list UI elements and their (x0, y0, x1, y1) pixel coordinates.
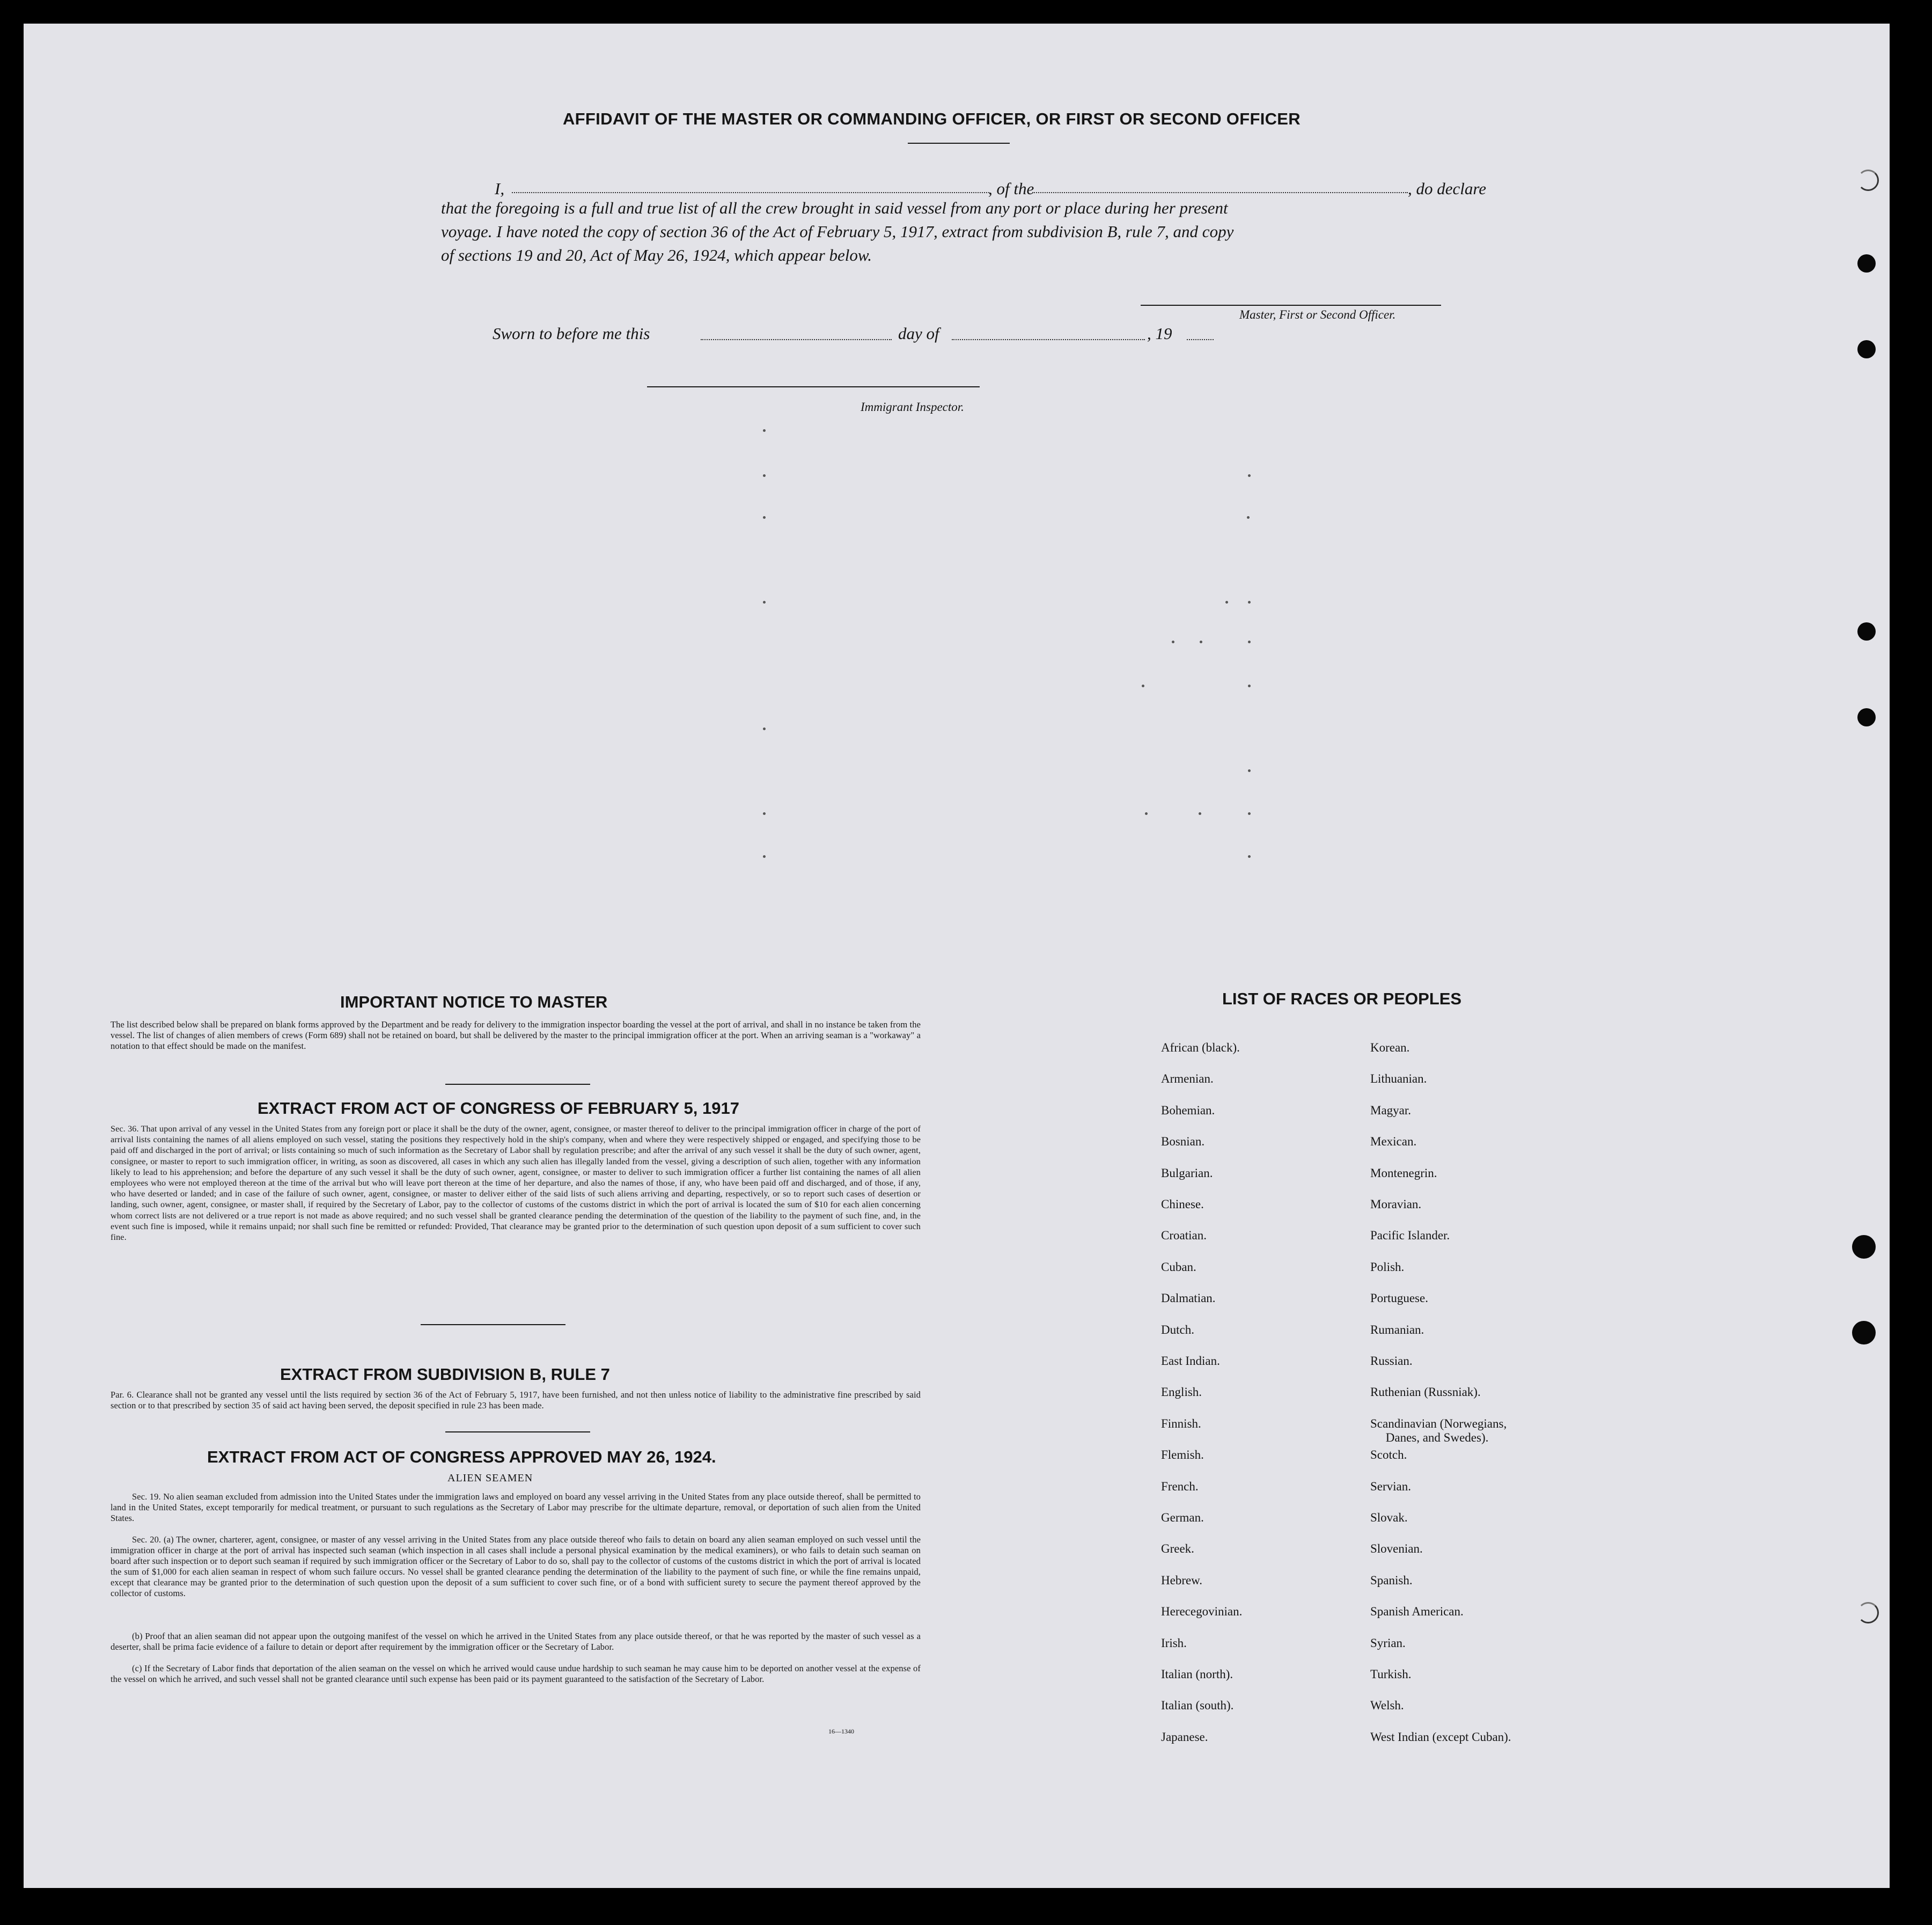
race-item: Dalmatian. (1161, 1291, 1216, 1305)
affidavit-line2: that the foregoing is a full and true list of all the crew brought in said vessel from any port or place during her present (441, 199, 1228, 217)
race-item: Portuguese. (1370, 1291, 1428, 1305)
race-item: Turkish. (1370, 1667, 1412, 1681)
race-item: Ruthenian (Russniak). (1370, 1385, 1481, 1399)
race-item: Japanese. (1161, 1730, 1208, 1744)
affidavit-line3: voyage. I have noted the copy of section 36 of the Act of February 5, 1917, extract from subdivision B, rule 7, and copy (441, 222, 1234, 241)
race-item: Magyar. (1370, 1103, 1412, 1117)
speck (1248, 855, 1251, 858)
divider (445, 1084, 590, 1085)
race-item: Italian (north). (1161, 1667, 1233, 1681)
affidavit-line1-prefix: I, (495, 179, 505, 198)
extract-rule7-body: Par. 6. Clearance shall not be granted any vessel until the lists required by section 36 of the Act of February 5, 1917, have been furnished, and not then unless notice of liability to the administrative fine prescribed by said section or to that prescribed by section 35 of said act having been served, the deposit specified in rule 23 has been made. (111, 1390, 921, 1410)
race-item: Scandinavian (Norwegians, Danes, and Swedes). (1370, 1416, 1507, 1444)
divider (445, 1431, 590, 1432)
signature-line (1141, 305, 1441, 306)
race-item: Korean. (1370, 1041, 1410, 1054)
speck (1248, 474, 1251, 477)
speck (1200, 641, 1202, 643)
form-number: 16—1340 (828, 1728, 854, 1735)
sworn-year-blank (1187, 339, 1214, 340)
race-item: Finnish. (1161, 1416, 1201, 1430)
race-item: Polish. (1370, 1260, 1405, 1274)
speck (1172, 641, 1174, 643)
race-item: Italian (south). (1161, 1699, 1234, 1713)
race-item: Hebrew. (1161, 1573, 1203, 1587)
race-item: African (black). (1161, 1041, 1240, 1054)
speck (1225, 601, 1228, 604)
speck (1248, 601, 1251, 604)
inspector-line (647, 386, 980, 387)
speck (763, 728, 766, 730)
divider (421, 1324, 565, 1325)
race-item: Scotch. (1370, 1448, 1407, 1462)
document-sheet (24, 24, 1890, 1888)
speck (1145, 812, 1148, 815)
race-item: West Indian (except Cuban). (1370, 1730, 1511, 1744)
binder-hole (1857, 622, 1876, 641)
race-item: French. (1161, 1479, 1199, 1493)
race-item: Bohemian. (1161, 1103, 1215, 1117)
section-20a: Sec. 20. (a) The owner, charterer, agent, consignee, or master of any vessel arriving in the United States from any place outside thereof who fails to detain on board any alien seaman employed on such vessel until the immigration officer in charge at the port of arrival has inspected such seaman (which inspection in all cases shall include a personal physical examination by the medical examiners), or who fails to detain such seaman on board after such inspection or to deport such seaman if required by such immigration officer or the Secretary of Labor to do so, shall pay to the collector of customs of the customs district in which the port of arrival is located the sum of $1,000 for each alien seaman in respect of whom such failure occurs. No vessel shall be granted clearance pending the determination of the liability to the payment of such fine, or while the fine remains unpaid, except that clearance may be granted prior to the determination of such question upon the deposit of a sum sufficient to cover such fine, or of a bond with sufficient surety to secure the payment thereof approved by the collector of customs. (111, 1534, 921, 1598)
race-item: Chinese. (1161, 1197, 1204, 1211)
race-item: Spanish American. (1370, 1605, 1464, 1619)
race-item: Mexican. (1370, 1135, 1417, 1149)
binder-hole (1857, 340, 1876, 358)
race-item: East Indian. (1161, 1354, 1220, 1368)
race-item: Bosnian. (1161, 1135, 1205, 1149)
race-item: English. (1161, 1385, 1202, 1399)
race-item: Cuban. (1161, 1260, 1196, 1274)
extract-rule7-title: EXTRACT FROM SUBDIVISION B, RULE 7 (280, 1365, 610, 1384)
speck (1142, 685, 1144, 687)
notice-body: The list described below shall be prepared on blank forms approved by the Department and be ready for delivery to the immigration inspector boarding the vessel at the port of arrival, and shall in no instance be taken from the vessel. The list of changes of alien members of crews (Form 689) shall not be retained on board, but shall be delivered by the master to the principal immigration officer at the port. When an arriving seaman is a "workaway" a notation to that effect should be made on the manifest. (111, 1019, 921, 1051)
extract-1924-title: EXTRACT FROM ACT OF CONGRESS APPROVED MAY 26, 1924. (207, 1448, 716, 1466)
sworn-day: day of (898, 324, 939, 343)
race-item: Montenegrin. (1370, 1166, 1437, 1180)
name-blank (512, 192, 989, 193)
binder-hole (1852, 1235, 1876, 1259)
speck (1248, 769, 1251, 772)
race-item: Flemish. (1161, 1448, 1204, 1462)
binder-hole (1852, 1321, 1876, 1344)
race-item: Bulgarian. (1161, 1166, 1213, 1180)
affidavit-line1-mid: , of the (988, 179, 1034, 198)
extract-1917-body: Sec. 36. That upon arrival of any vessel in the United States from any foreign port or place it shall be the duty of the owner, agent, consignee, or master thereof to deliver to the principal immigration officer in charge of the port of arrival lists containing the names of all aliens employed on such vessel, stating the positions they respectively hold in the ship's company, when and where they were respectively shipped or engaged, and specifying those to be paid off and discharged in the port of arrival; or lists containing so much of such information as the Secretary of Labor shall by regulation prescribe; and after the arrival of any such vessel it shall be the duty of such owner, agent, consignee, or master to report to such immigration officer, in writing, as soon as discovered, all cases in which any such alien has illegally landed from the vessel, giving a description of such alien, together with any information likely to lead to his apprehension; and before the departure of any such vessel it shall be the duty of such owner, agent, consignee, or master to deliver to such immigration officer a further list containing the names of all alien employees who were not employed thereon at the time of the arrival but who will leave port thereon at the time of her departure, and also the names of those, if any, who have been paid off and discharged, and of those, if any, who have deserted or landed; and in case of the failure of such owner, agent, consignee, or master to deliver either of the said lists of such aliens arriving and departing, respectively, or so to report such cases of desertion or landing, such owner, agent, consignee, or master shall, if required by the Secretary of Labor, pay to the collector of customs of the customs district in which the port of arrival is located the sum of $10 for each alien concerning whom correct lists are not delivered or a true report is not made as above required; and no such vessel shall be granted clearance pending the determination of the question of the liability to the payment of such fine, and, in the event such fine is imposed, while it remains unpaid; nor shall such fine be remitted or refunded: Provided, That clearance may be granted prior to the determination of such question upon deposit of a sum sufficient to cover such fine. (111, 1124, 921, 1243)
alien-seamen-subtitle: ALIEN SEAMEN (447, 1472, 533, 1484)
speck (1248, 641, 1251, 643)
sworn-month-blank (952, 339, 1145, 340)
speck (763, 516, 766, 519)
section-20b: (b) Proof that an alien seaman did not appear upon the outgoing manifest of the vessel on which he arrived in the United States from any place outside thereof, or that he was reported by the master of such vessel as a deserter, shall be prima facie evidence of a failure to detain or deport after requirement by the immigration officer or the Secretary of Labor. (111, 1631, 921, 1652)
binder-hole (1857, 170, 1879, 191)
section-19: Sec. 19. No alien seaman excluded from admission into the United States under the immigration laws and employed on board any vessel arriving in the United States from any place outside thereof, shall be permitted to land in the United States, except temporarily for medical treatment, or pursuant to such regulations as the Secretary of Labor may prescribe for the ultimate departure, removal, or deportation of such alien from the United States. (111, 1491, 921, 1523)
race-item: Pacific Islander. (1370, 1229, 1450, 1243)
speck (1199, 812, 1201, 815)
affidavit-line1-suffix: , do declare (1408, 179, 1487, 198)
vessel-blank (1032, 192, 1408, 193)
race-item: Syrian. (1370, 1636, 1406, 1650)
extract-1917-title: EXTRACT FROM ACT OF CONGRESS OF FEBRUARY 5, 1917 (258, 1099, 739, 1118)
notice-title: IMPORTANT NOTICE TO MASTER (340, 993, 608, 1011)
race-item: Herecegovinian. (1161, 1605, 1243, 1619)
speck (1248, 685, 1251, 687)
sworn-year: , 19 (1147, 324, 1172, 343)
section-20c: (c) If the Secretary of Labor finds that deportation of the alien seaman on the vessel on which he arrived would cause undue hardship to such seaman he may cause him to be deported on another vessel at the expense of the vessel on which he arrived, and such vessel shall not be granted clearance until such expense has been paid or its payment guaranteed to the satisfaction of the Secretary of Labor. (111, 1663, 921, 1684)
speck (763, 855, 766, 858)
race-item: Armenian. (1161, 1072, 1214, 1086)
race-item: German. (1161, 1511, 1204, 1524)
sworn-day-blank (701, 339, 892, 340)
race-item: Moravian. (1370, 1197, 1422, 1211)
race-item: Russian. (1370, 1354, 1413, 1368)
race-item: Servian. (1370, 1479, 1412, 1493)
speck (763, 601, 766, 604)
race-item: Irish. (1161, 1636, 1187, 1650)
speck (763, 812, 766, 815)
race-item: Dutch. (1161, 1322, 1194, 1336)
inspector-label: Immigrant Inspector. (861, 400, 964, 414)
title-divider (908, 143, 1010, 144)
binder-hole (1857, 254, 1876, 273)
speck (763, 474, 766, 477)
race-item: Slovenian. (1370, 1542, 1423, 1556)
race-item: Lithuanian. (1370, 1072, 1427, 1086)
sworn-prefix: Sworn to before me this (493, 324, 650, 343)
race-item: Welsh. (1370, 1699, 1404, 1713)
affidavit-title: AFFIDAVIT OF THE MASTER OR COMMANDING OFFICER, OR FIRST OR SECOND OFFICER (563, 109, 1301, 128)
speck (763, 429, 766, 432)
binder-hole (1857, 708, 1876, 726)
speck (1247, 516, 1250, 519)
race-item: Rumanian. (1370, 1322, 1424, 1336)
affidavit-line4: of sections 19 and 20, Act of May 26, 1924, which appear below. (441, 246, 872, 264)
race-item: Spanish. (1370, 1573, 1413, 1587)
race-item: Croatian. (1161, 1229, 1207, 1243)
race-item: Greek. (1161, 1542, 1194, 1556)
speck (1248, 812, 1251, 815)
binder-hole (1857, 1602, 1879, 1623)
race-item: Slovak. (1370, 1511, 1408, 1524)
signature-label: Master, First or Second Officer. (1239, 308, 1396, 321)
races-title: LIST OF RACES OR PEOPLES (1222, 989, 1462, 1008)
